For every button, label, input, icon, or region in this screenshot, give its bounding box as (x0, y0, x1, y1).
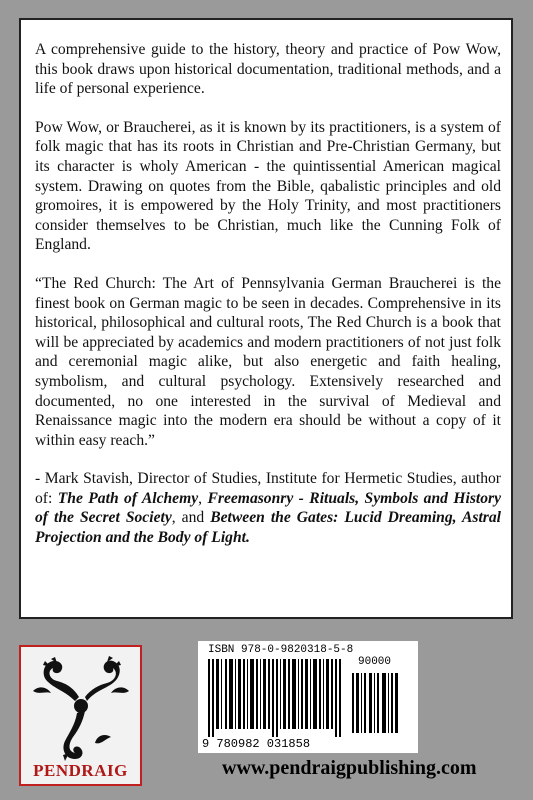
isbn-barcode (198, 641, 418, 753)
ean-barcode-bars (208, 659, 348, 737)
endorsement-quote: “The Red Church: The Art of Pennsylvania German Braucherei is the finest book on German magic to be seen in decades. Comprehensive in its historical, philosophical and cultural roots, The Red Church is a book that will be appreciated by academics and modern practitioners of not just folk and ceremonial magic alike, but also energetic and faith healing, symbolism, and cultural psychology. Extensively researched and documented, no one interested in the survival of Medieval and Renaissance magic into the modern era should be without a copy of it within easy reach.” (35, 274, 501, 449)
publisher-name: PENDRAIG (33, 761, 128, 780)
attribution-sep-2: , and (171, 509, 211, 527)
attribution-sep-1: , (198, 489, 208, 507)
back-cover-text-panel (19, 18, 513, 619)
publisher-url[interactable]: www.pendraigpublishing.com (222, 757, 477, 779)
endorsement-attribution (35, 469, 501, 547)
book-title-3: Between the Gates: Lucid Dreaming, Astral Projection and the Body of Light. (35, 509, 501, 547)
book-title-1: The Path of Alchemy (57, 489, 199, 507)
book-title-2: Freemasonry - Rituals, Symbols and History of the Secret Society (35, 489, 502, 527)
publisher-logo (19, 645, 142, 786)
triple-dragon-triskele-icon (25, 651, 136, 763)
blurb-text (35, 40, 501, 567)
blurb-paragraph-2: Pow Wow, or Braucherei, as it is known by its practitioners, is a system of folk magic that has its roots in Christian and Pre-Christian Germany, but its character is wholy American - the quintissential American magical system. Drawing on quotes from the Bible, qabalistic principles and old gromoires, it is empowered by the Holy Trinity, and most practitioners consider themselves to be Christian, much like the Cunning Folk of England. (35, 118, 501, 254)
addon-barcode-bars (352, 673, 402, 733)
price-addon-code: 90000 (358, 656, 392, 668)
ean-digits: 9 780982 031858 (202, 737, 311, 751)
isbn-label: ISBN 978-0-9820318-5-8 (208, 644, 354, 656)
attribution-lead: - Mark Stavish, Director of Studies, Institute for Hermetic Studies, author of: (35, 470, 501, 507)
blurb-paragraph-1: A comprehensive guide to the history, theory and practice of Pow Wow, this book draws upon historical documentation, traditional methods, and a life of personal experience. (35, 41, 501, 98)
